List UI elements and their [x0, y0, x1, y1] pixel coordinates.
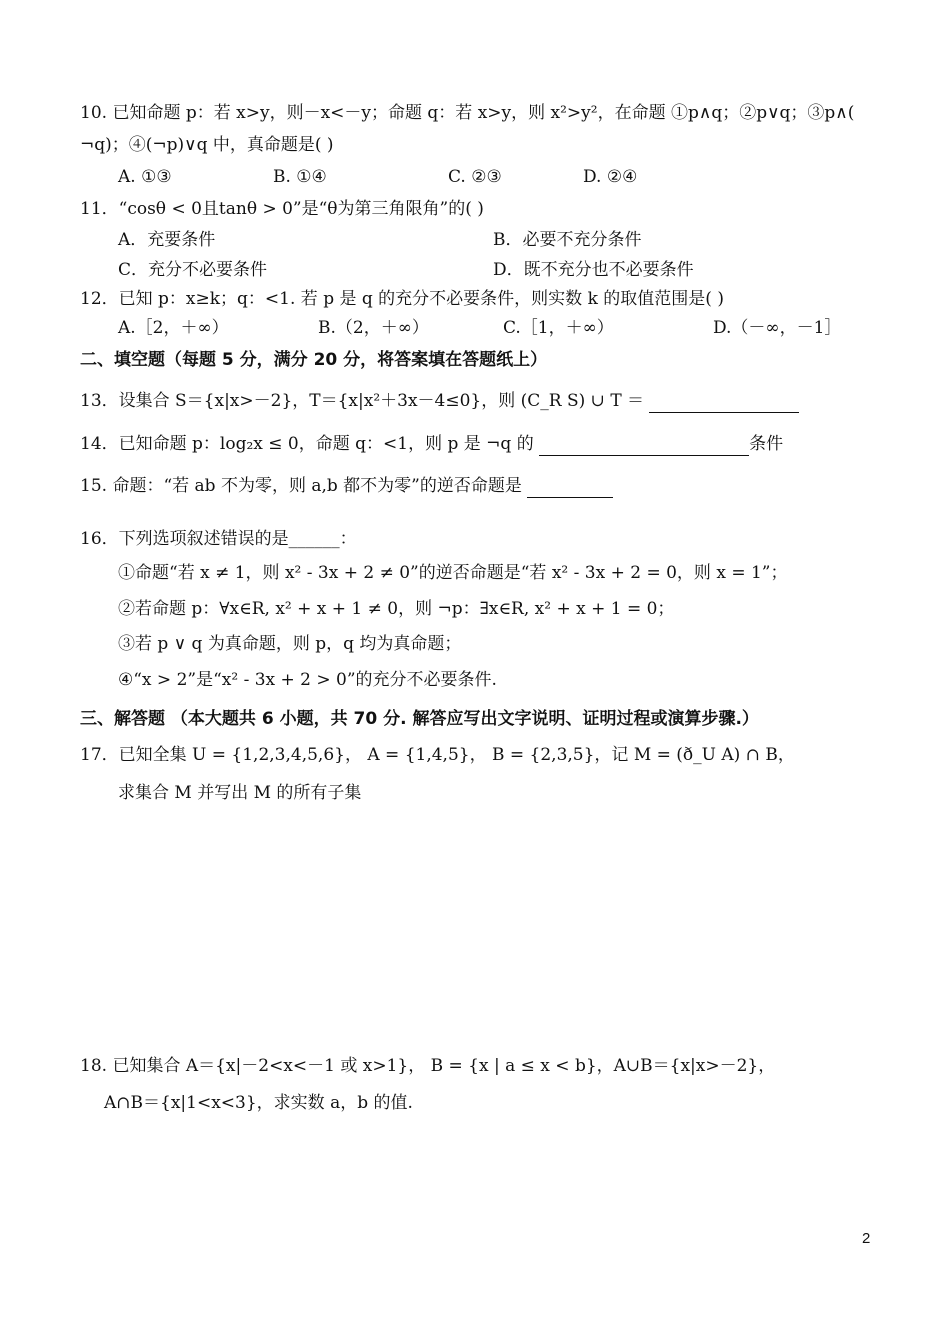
- q11-option-c: C．充分不必要条件: [118, 260, 268, 280]
- q10-option-d: D. ②④: [583, 167, 638, 187]
- q11-options-row1: [118, 228, 642, 252]
- q12-option-a: A.［2，＋∞）: [118, 318, 229, 338]
- section-3-heading: 三、解答题 （本大题共 6 小题，共 70 分. 解答应写出文字说明、证明过程或演算步骤.）: [80, 709, 759, 729]
- q16-item-1: ①命题“若 x ≠ 1，则 x² - 3x + 2 ≠ 0”的逆否命题是“若 x² - 3x + 2 = 0，则 x = 1”；: [118, 563, 788, 583]
- q11-option-b: B．必要不充分条件: [493, 230, 642, 250]
- q14-answer-blank: [539, 437, 749, 456]
- q13-answer-blank: [649, 394, 799, 413]
- q10-line1: 10. 已知命题 p：若 x>y，则－x<－y；命题 q：若 x>y，则 x²>y²，在命题 ①p∧q；②p∨q；③p∧(: [80, 103, 855, 123]
- q11-options-row2: [118, 258, 694, 282]
- q15-text: 15. 命题：“若 ab 不为零，则 a,b 都不为零”的逆否命题是: [80, 476, 522, 496]
- q10-options: [118, 165, 637, 189]
- q12-options: [118, 316, 841, 340]
- q11-option-a: A．充要条件: [118, 230, 216, 250]
- q16-item-3: ③若 p ∨ q 为真命题，则 p，q 均为真命题；: [118, 634, 462, 654]
- q12-option-d: D.（－∞，－1］: [713, 318, 842, 338]
- q10-option-c: C. ②③: [448, 167, 502, 187]
- section-2-heading: 二、填空题（每题 5 分，满分 20 分，将答案填在答题纸上）: [80, 350, 548, 370]
- q15-line: [80, 474, 613, 498]
- q16-item-4: ④“x > 2”是“x² - 3x + 2 > 0”的充分不必要条件.: [118, 670, 497, 690]
- q17-line1: 17．已知全集 U = {1,2,3,4,5,6}， A = {1,4,5}， B = {2,3,5}，记 M = (ð_U A) ∩ B，: [80, 745, 795, 765]
- q18-line1: 18. 已知集合 A＝{x|－2<x<－1 或 x>1}， B = {x | a ≤ x < b}，A∪B＝{x|x>－2}，: [80, 1056, 776, 1076]
- q10-option-a: A. ①③: [118, 167, 172, 187]
- q14-line: [80, 432, 783, 456]
- q17-line2: 求集合 M 并写出 M 的所有子集: [118, 783, 362, 803]
- q14-suffix: 条件: [749, 434, 784, 454]
- q10-line2: ¬q)；④(¬p)∨q 中，真命题是( ): [80, 135, 334, 155]
- q12-stem: 12．已知 p：x≥k；q：<1. 若 p 是 q 的充分不必要条件，则实数 k 的取值范围是( ): [80, 289, 724, 309]
- q18-line2: A∩B＝{x|1<x<3}，求实数 a，b 的值.: [104, 1093, 413, 1113]
- q14-text: 14．已知命题 p：log₂x ≤ 0，命题 q：<1，则 p 是 ¬q 的: [80, 434, 534, 454]
- q12-option-b: B.（2，＋∞）: [318, 318, 429, 338]
- q15-answer-blank: [527, 479, 613, 498]
- q13-text: 13．设集合 S＝{x|x>－2}，T＝{x|x²＋3x－4≤0}，则 (C_R S) ∪ T ＝: [80, 391, 645, 411]
- q16-stem: 16．下列选项叙述错误的是______：: [80, 529, 357, 549]
- q13-line: [80, 389, 799, 413]
- page-number: 2: [862, 1230, 871, 1247]
- q11-option-d: D．既不充分也不必要条件: [493, 260, 694, 280]
- q11-stem: 11．“cosθ < 0且tanθ > 0”是“θ为第三角限角”的( ): [80, 199, 484, 219]
- q12-option-c: C.［1，＋∞）: [503, 318, 614, 338]
- q10-option-b: B. ①④: [273, 167, 327, 187]
- q16-item-2: ②若命题 p：∀x∈R, x² + x + 1 ≠ 0，则 ¬p：∃x∈R, x² + x + 1 = 0；: [118, 599, 675, 619]
